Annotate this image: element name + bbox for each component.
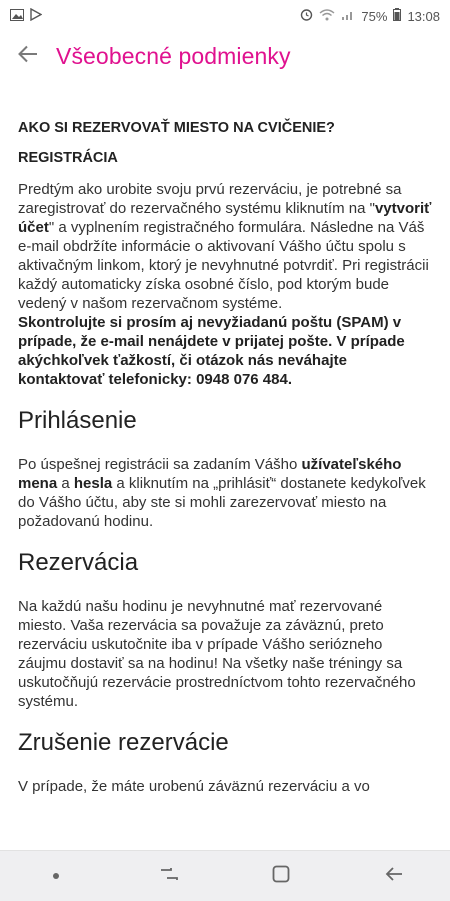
- create-account-text: vytvoriť účet: [18, 200, 432, 236]
- cancellation-paragraph: V prípade, že máte urobenú záväznú rezerváciu a vo: [18, 778, 370, 795]
- dot-icon: [52, 867, 60, 885]
- login-heading: Prihlásenie: [18, 407, 137, 434]
- recent-apps-button[interactable]: [139, 856, 199, 896]
- app-bar: [0, 32, 450, 80]
- registration-paragraph: [18, 180, 432, 389]
- home-button[interactable]: [251, 856, 311, 896]
- spam-warning: Skontrolujte si prosím aj nevyžiadanú poštu (SPAM) v prípade, že e-mail nenájdete v prijatej pošte. V prípade akýchkoľvek ťažkostí, či otázok nás neváhajte kontaktovať telefonicky: 0948 076 484.: [18, 314, 405, 388]
- reservation-heading: Rezervácia: [18, 549, 139, 576]
- main-heading: AKO SI REZERVOVAŤ MIESTO NA CVIČENIE?: [18, 120, 335, 136]
- system-back-button[interactable]: [364, 856, 424, 896]
- alarm-icon: [300, 8, 313, 24]
- wifi-icon: [319, 9, 335, 24]
- back-icon: [384, 866, 404, 887]
- home-icon: [272, 865, 290, 888]
- nav-dot-button[interactable]: [26, 856, 86, 896]
- password-text: hesla: [73, 475, 113, 492]
- arrow-left-icon: [18, 45, 38, 68]
- signal-icon: [341, 9, 355, 24]
- recent-apps-icon: [159, 866, 179, 887]
- login-text-mid: a: [57, 475, 74, 492]
- battery-percent: 75%: [361, 8, 388, 24]
- battery-icon: [393, 8, 401, 24]
- registration-heading: REGISTRÁCIA: [18, 150, 118, 166]
- status-bar: [0, 0, 450, 32]
- reservation-paragraph: Na každú našu hodinu je nevyhnutné mať rezervované miesto. Vaša rezervácia sa považuje za záväznú, preto rezerváciu uskutočnite iba v prípade Vášho seriózneho záujmu dostaviť sa na hodinu! Na všetky naše tréningy sa uskutočňujú rezervácie prostredníctvom tohto rezervačného systému.: [18, 598, 416, 710]
- back-button[interactable]: [0, 32, 56, 80]
- image-icon: [10, 9, 24, 24]
- navigation-bar: [0, 850, 450, 901]
- login-text-a: Po úspešnej registrácii sa zadaním Vášho: [18, 456, 302, 473]
- login-text-b: a kliknutím na „prihlásiť“ dostanete kedykoľvek do Vášho účtu, aby ste si mohli zarezervovať miesto na požadovanú hodinu.: [18, 475, 426, 530]
- terms-content[interactable]: [0, 80, 450, 850]
- status-left: [10, 8, 42, 24]
- registration-text-a: Predtým ako urobite svoju prvú rezerváciu, je potrebné sa zaregistrovať do rezervačného systému kliknutím na ": [18, 181, 402, 217]
- username-text: užívateľského mena: [18, 456, 402, 492]
- clock: 13:08: [407, 8, 440, 24]
- status-right: [300, 8, 440, 24]
- page-title: Všeobecné podmienky: [56, 42, 291, 69]
- login-paragraph: [18, 455, 432, 531]
- play-store-icon: [30, 8, 42, 24]
- cancellation-heading: Zrušenie rezervácie: [18, 729, 229, 756]
- registration-text-b: " a vyplnením registračného formulára. Následne na Váš e-mail obdržíte informácie o aktivovaní Vášho účtu spolu s aktivačným linkom, ktorý je nevyhnutné potvrdiť. Pri registrácii každý automaticky získa osobné číslo, pod ktorým bude vedený v našom rezervačnom systéme.: [18, 219, 429, 312]
